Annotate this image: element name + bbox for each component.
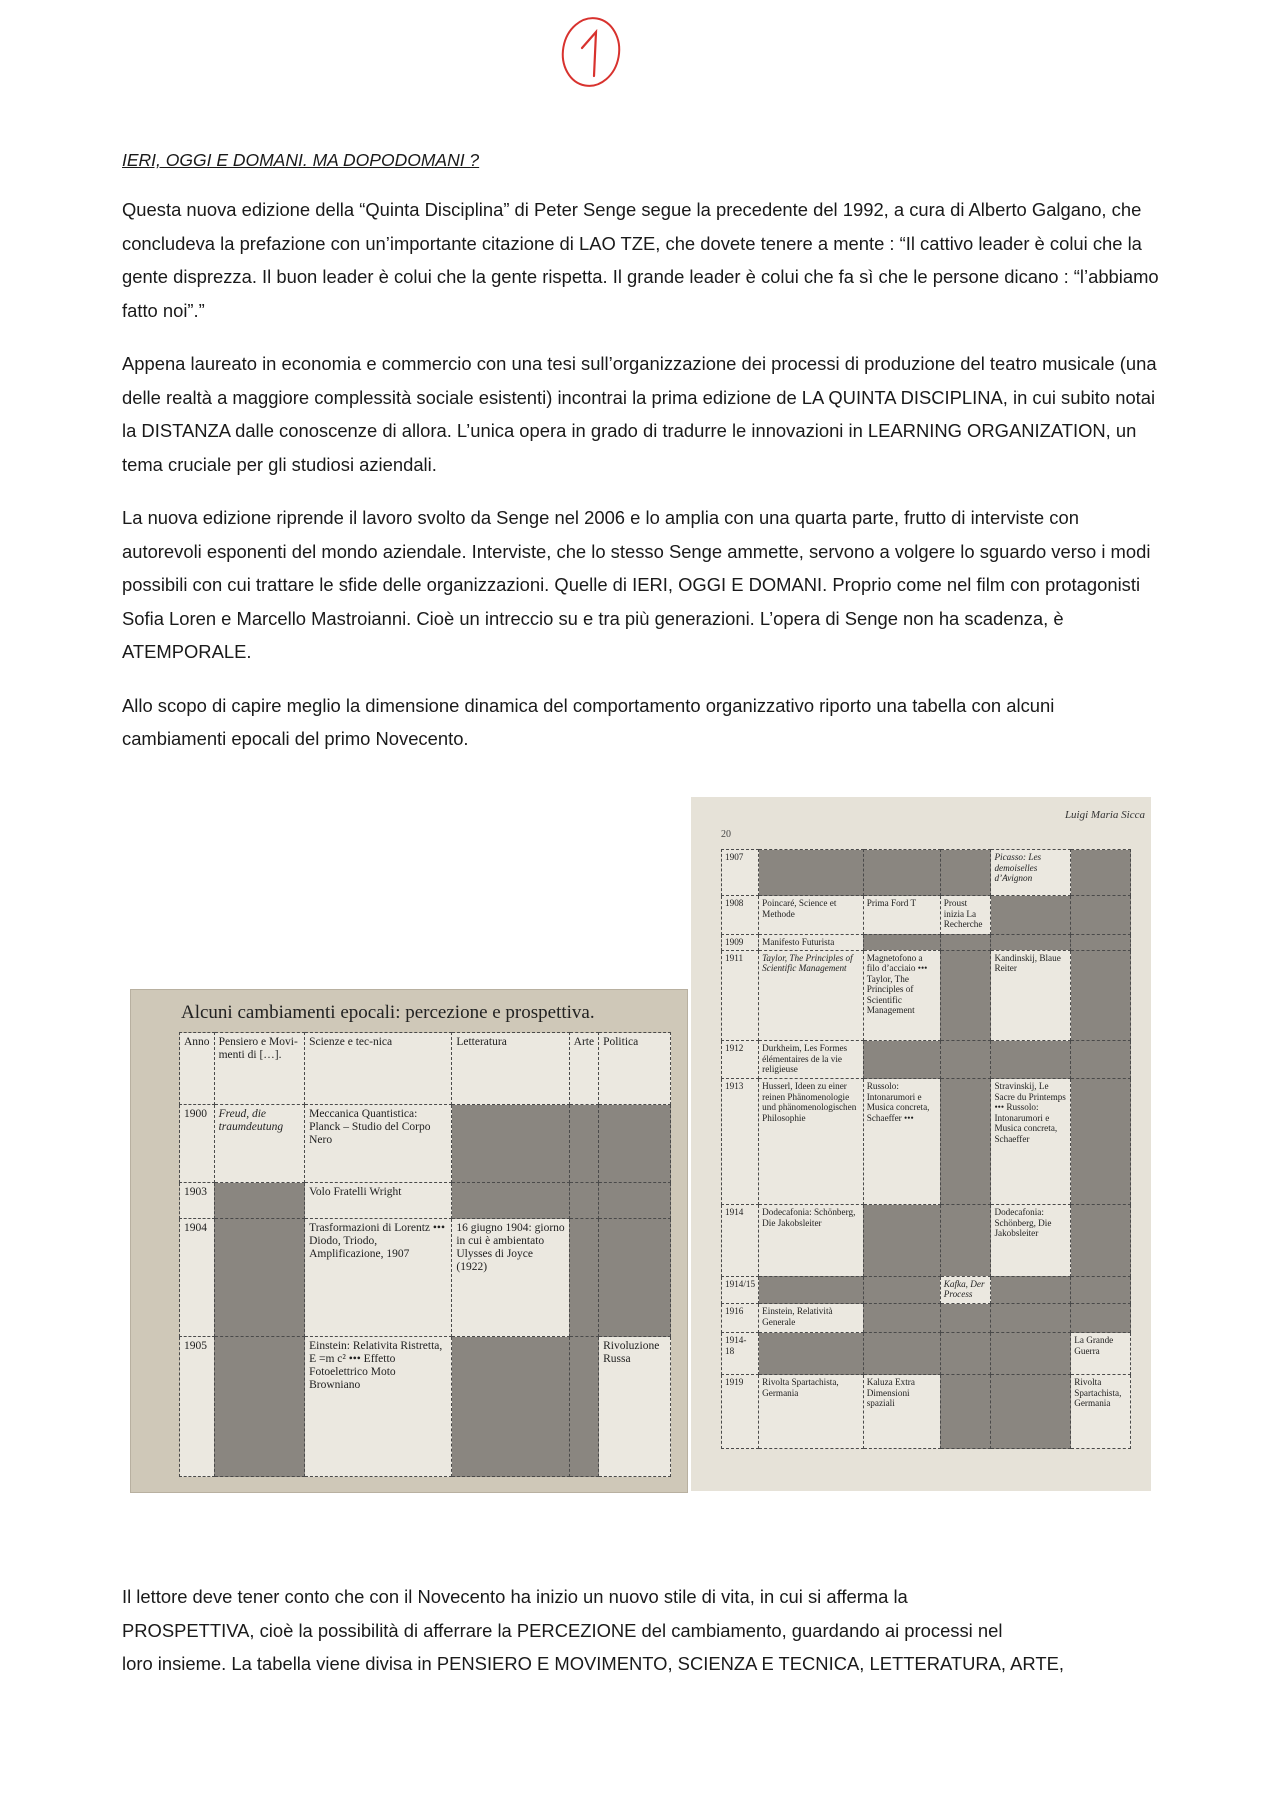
table-row: [722, 896, 1131, 934]
table-row: [722, 950, 1131, 1040]
cell-arte: [991, 1333, 1071, 1375]
cell-arte: [991, 1304, 1071, 1333]
cell-scienze: Kaluza Extra Dimensioni spaziali: [863, 1375, 940, 1449]
header-letteratura: Letteratura: [452, 1033, 569, 1105]
cell-pensiero: [759, 1333, 864, 1375]
cell-arte: [569, 1183, 598, 1219]
cell-scienze: [863, 934, 940, 950]
cell-arte: [991, 1276, 1071, 1303]
paragraph-4: Allo scopo di capire meglio la dimensione dinamica del comportamento organizzativo riporto una tabella con alcuni cambiamenti epocali del primo Novecento.: [122, 694, 1055, 749]
cell-politica: [1071, 1276, 1131, 1303]
cell-scienze: Magnetofono a filo d’acciaio ••• Taylor, The Principles of Scientific Management: [863, 950, 940, 1040]
cell-pensiero: Einstein, Relatività Generale: [759, 1304, 864, 1333]
table-title: Alcuni cambiamenti epocali: percezione e prospettiva.: [181, 1002, 595, 1023]
cell-arte: [991, 896, 1071, 934]
cell-scienze: Trasformazioni di Lorentz ••• Diodo, Triodo, Amplificazione, 1907: [305, 1219, 452, 1337]
table-row: [180, 1219, 671, 1337]
cell-letteratura: [940, 850, 991, 896]
cell-arte: [991, 1041, 1071, 1079]
paragraph-2: Appena laureato in economia e commercio con una tesi sull’organizzazione dei processi di produzione del teatro musicale (una delle realtà a maggiore complessità sociale esistenti) incontrai la prima edizione de LA QUINTA DISCIPLINA, in cui subito notai la DISTANZA dalle conoscenze di allora. L’unica opera in grado di tradurre le innovazioni in LEARNING ORGANIZATION, un tema cruciale per gli studiosi aziendali.: [122, 353, 1157, 475]
cell-anno: 1904: [180, 1219, 215, 1337]
cell-politica: [1071, 1041, 1131, 1079]
closing-paragraph: [122, 1580, 1162, 1681]
cell-pensiero: [759, 1276, 864, 1303]
cell-politica: [1071, 896, 1131, 934]
cell-anno: 1908: [722, 896, 759, 934]
cell-politica: Rivolta Spartachista, Germania: [1071, 1375, 1131, 1449]
cell-scienze: [863, 1276, 940, 1303]
table-row: [180, 1105, 671, 1183]
cell-politica: [599, 1105, 671, 1183]
cell-pensiero: Husserl, Ideen zu einer reinen Phänomenologie und phänomenologischen Philosophie: [759, 1079, 864, 1205]
cell-pensiero: [759, 850, 864, 896]
cell-anno: 1913: [722, 1079, 759, 1205]
cell-letteratura: [452, 1337, 569, 1477]
cell-scienze: Russolo: Intonarumori e Musica concreta, Schaeffer •••: [863, 1079, 940, 1205]
header-scienze: Scienze e tec-nica: [305, 1033, 452, 1105]
paragraph-3: La nuova edizione riprende il lavoro svolto da Senge nel 2006 e lo amplia con una quarta parte, frutto di interviste con autorevoli esponenti del mondo aziendale. Interviste, che lo stesso Senge ammette, servono a volgere lo sguardo verso i modi possibili con cui trattare le sfide delle organizzazioni. Quelle di IERI, OGGI E DOMANI. Proprio come nel film con protagonisti Sofia Loren e Marcello Mastroianni. Cioè un intreccio su e tra più generazioni. L’opera di Senge non ha scadenza, è ATEMPORALE.: [122, 507, 1151, 662]
cell-pensiero: [214, 1219, 305, 1337]
cell-scienze: [863, 1041, 940, 1079]
cell-letteratura: 16 giugno 1904: giorno in cui è ambientato Ulysses di Joyce (1922): [452, 1219, 569, 1337]
cell-letteratura: [452, 1183, 569, 1219]
cell-letteratura: [940, 1375, 991, 1449]
cell-pensiero: Dodecafonia: Schönberg, Die Jakobsleiter: [759, 1205, 864, 1276]
cell-anno: 1914-18: [722, 1333, 759, 1375]
table-row: [722, 1304, 1131, 1333]
cell-anno: 1909: [722, 934, 759, 950]
cell-politica: [1071, 934, 1131, 950]
header-politica: Politica: [599, 1033, 671, 1105]
table-photo-right: [691, 797, 1151, 1491]
cell-anno: 1903: [180, 1183, 215, 1219]
header-arte: Arte: [569, 1033, 598, 1105]
cell-pensiero: Manifesto Futurista: [759, 934, 864, 950]
cell-arte: [991, 934, 1071, 950]
cell-scienze: [863, 850, 940, 896]
cell-letteratura: [940, 1304, 991, 1333]
table-row: [722, 1041, 1131, 1079]
cell-anno: 1919: [722, 1375, 759, 1449]
cell-letteratura: [940, 950, 991, 1040]
document-title: IERI, OGGI E DOMANI. MA DOPODOMANI ?: [122, 150, 480, 170]
cell-anno: 1911: [722, 950, 759, 1040]
cell-politica: La Grande Guerra: [1071, 1333, 1131, 1375]
cell-scienze: Volo Fratelli Wright: [305, 1183, 452, 1219]
cell-pensiero: [214, 1337, 305, 1477]
cell-pensiero: [214, 1183, 305, 1219]
table-row: [180, 1183, 671, 1219]
epochal-changes-table-1: [179, 1032, 671, 1477]
table-photo-left: [130, 989, 688, 1493]
cell-politica: [1071, 1079, 1131, 1205]
cell-scienze: [863, 1333, 940, 1375]
cell-politica: [1071, 1205, 1131, 1276]
cell-scienze: [863, 1205, 940, 1276]
cell-politica: [599, 1219, 671, 1337]
cell-letteratura: Kafka, Der Process: [940, 1276, 991, 1303]
cell-arte: [569, 1337, 598, 1477]
handwritten-page-number: [558, 8, 624, 92]
page-mark-text: 1: [558, 8, 559, 9]
cell-politica: [1071, 950, 1131, 1040]
cell-letteratura: [940, 1079, 991, 1205]
cell-pensiero: Rivolta Spartachista, Germania: [759, 1375, 864, 1449]
cell-pensiero: Taylor, The Principles of Scientific Management: [759, 950, 864, 1040]
cell-letteratura: [940, 1205, 991, 1276]
table-row: [722, 1276, 1131, 1303]
paragraph-1: Questa nuova edizione della “Quinta Disciplina” di Peter Senge segue la precedente del 1992, a cura di Alberto Galgano, che concludeva la prefazione con un’importante citazione di LAO TZE, che dovete tenere a mente : “Il cattivo leader è colui che la gente disprezza. Il buon leader è colui che la gente rispetta. Il grande leader è colui che fa sì che le persone dicano : “l’abbiamo fatto noi”.”: [122, 199, 1159, 321]
header-pensiero: Pensiero e Movi-menti di […].: [214, 1033, 305, 1105]
cell-arte: [991, 1375, 1071, 1449]
cell-arte: Kandinskij, Blaue Reiter: [991, 950, 1071, 1040]
cell-anno: 1916: [722, 1304, 759, 1333]
cell-politica: [1071, 1304, 1131, 1333]
table-row: [722, 1375, 1131, 1449]
cell-pensiero: Durkheim, Les Formes élémentaires de la vie religieuse: [759, 1041, 864, 1079]
book-page-number: 20: [721, 829, 731, 840]
table-row: [722, 1333, 1131, 1375]
table-row: [180, 1337, 671, 1477]
cell-arte: [569, 1219, 598, 1337]
closing-line-3: loro insieme. La tabella viene divisa in PENSIERO E MOVIMENTO, SCIENZA E TECNICA, LETTERATURA, ARTE,: [122, 1653, 1064, 1674]
cell-anno: 1914: [722, 1205, 759, 1276]
cell-scienze: [863, 1304, 940, 1333]
cell-anno: 1912: [722, 1041, 759, 1079]
cell-arte: [569, 1105, 598, 1183]
cell-letteratura: [452, 1105, 569, 1183]
running-head: Luigi Maria Sicca: [1064, 809, 1145, 821]
cell-scienze: Meccanica Quantistica: Planck – Studio del Corpo Nero: [305, 1105, 452, 1183]
header-anno: Anno: [180, 1033, 215, 1105]
table-row: [722, 850, 1131, 896]
cell-arte: Picasso: Les demoiselles d’Avignon: [991, 850, 1071, 896]
cell-anno: 1905: [180, 1337, 215, 1477]
cell-anno: 1914/15: [722, 1276, 759, 1303]
cell-politica: [599, 1183, 671, 1219]
cell-politica: [1071, 850, 1131, 896]
epochal-changes-table-2: [721, 849, 1131, 1449]
table-header-row: [180, 1033, 671, 1105]
cell-scienze: Prima Ford T: [863, 896, 940, 934]
cell-arte: Dodecafonia: Schönberg, Die Jakobsleiter: [991, 1205, 1071, 1276]
closing-line-1: Il lettore deve tener conto che con il Novecento ha inizio un nuovo stile di vita, in cui si afferma la: [122, 1586, 908, 1607]
closing-line-2: PROSPETTIVA, cioè la possibilità di afferrare la PERCEZIONE del cambiamento, guardando ai processi nel: [122, 1619, 1003, 1641]
cell-anno: 1900: [180, 1105, 215, 1183]
cell-letteratura: Proust inizia La Recherche: [940, 896, 991, 934]
table-row: [722, 934, 1131, 950]
cell-politica: Rivoluzione Russa: [599, 1337, 671, 1477]
cell-letteratura: [940, 1041, 991, 1079]
cell-letteratura: [940, 1333, 991, 1375]
cell-pensiero: Freud, die traumdeutung: [214, 1105, 305, 1183]
table-row: [722, 1079, 1131, 1205]
cell-letteratura: [940, 934, 991, 950]
cell-arte: Stravinskij, Le Sacre du Printemps ••• Russolo: Intonarumori e Musica concreta, Schaeffer: [991, 1079, 1071, 1205]
cell-anno: 1907: [722, 850, 759, 896]
cell-scienze: Einstein: Relativita Ristretta, E =m c² ••• Effetto Fotoelettrico Moto Browniano: [305, 1337, 452, 1477]
document-body: [122, 150, 1162, 776]
cell-pensiero: Poincaré, Science et Methode: [759, 896, 864, 934]
table-row: [722, 1205, 1131, 1276]
